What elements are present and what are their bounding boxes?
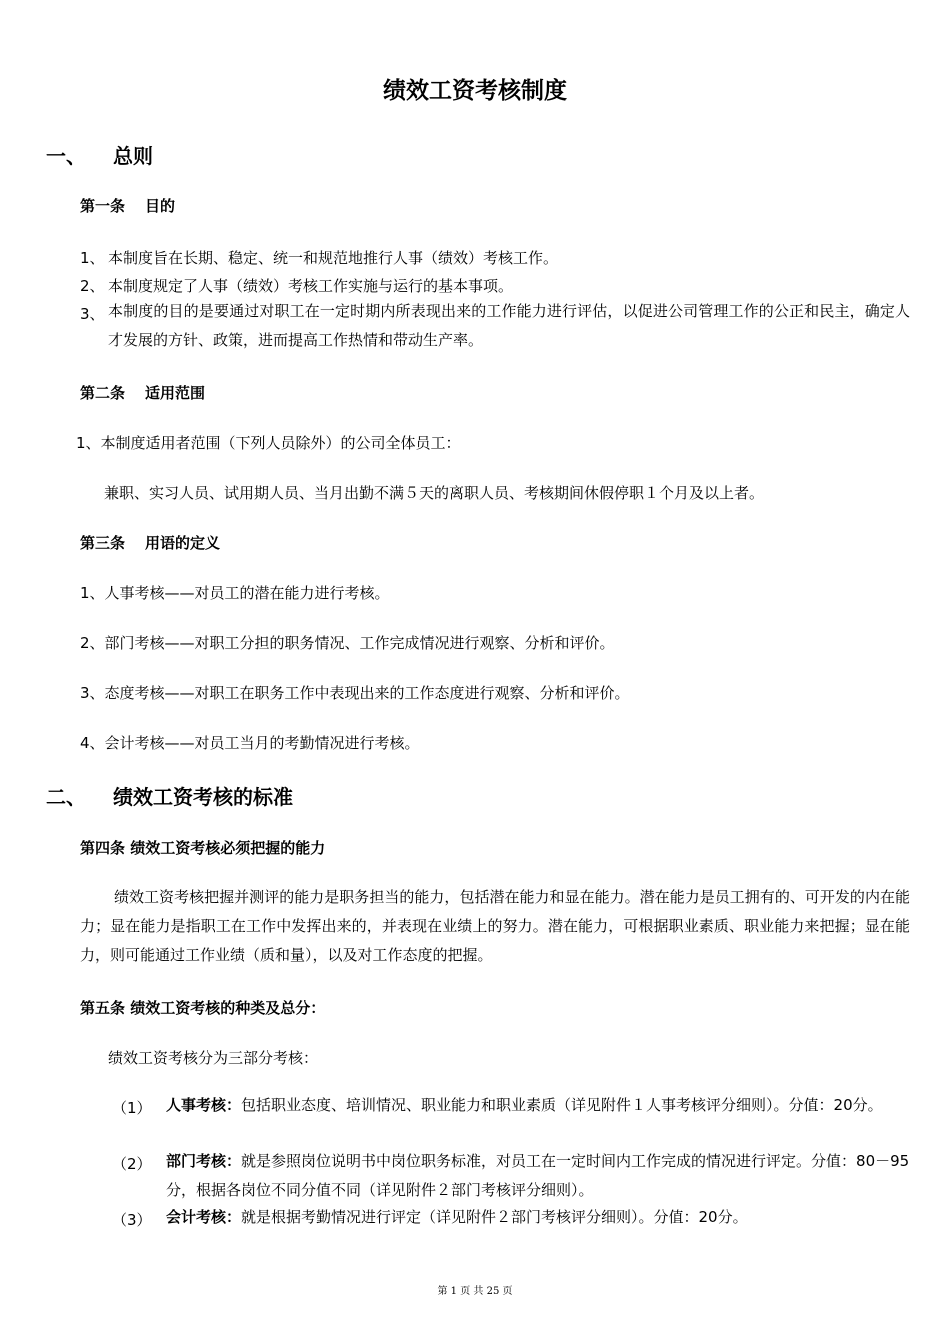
article-1-title: 目的 xyxy=(145,197,176,215)
article-3-label: 第三条 xyxy=(80,534,126,552)
article-4-heading: 第四条 绩效工资考核必须把握的能力 xyxy=(80,839,326,857)
article-3-title: 用语的定义 xyxy=(145,534,221,552)
article-5-intro: 绩效工资考核分为三部分考核： xyxy=(108,1049,319,1067)
section-1-title: 总则 xyxy=(113,144,153,168)
article-1-item-3-num: 3、 xyxy=(80,305,105,323)
article-1-item-3-text: 本制度的目的是要通过对职工在一定时期内所表现出来的工作能力进行评估，以促进公司管理工作的公正和民主，确定人才发展的方针、政策，进而提高工作热情和带动生产率。 xyxy=(108,302,910,349)
assessment-item-2-num: （2） xyxy=(112,1155,152,1173)
assessment-item-1-text: 包括职业态度、培训情况、职业能力和职业素质（详见附件１人事考核评分细则）。分值：20分。 xyxy=(241,1096,883,1114)
definition-item: 2、部门考核——对职工分担的职务情况、工作完成情况进行观察、分析和评价。 xyxy=(80,634,615,652)
article-2-heading xyxy=(80,382,205,403)
article-1-item-1-num: 1、 xyxy=(80,249,105,267)
article-4-paragraph: 绩效工资考核把握并测评的能力是职务担当的能力，包括潜在能力和显在能力。潜在能力是员工拥有的、可开发的内在能力；显在能力是指职工在工作中发挥出来的，并表现在业绩上的努力。潜在能力，可根据职业素质、职业能力来把握；显在能力，则可能通过工作业绩（质和量），以及对工作态度的把握。 xyxy=(80,888,910,964)
document-title: 绩效工资考核制度 xyxy=(383,78,567,104)
article-2-exclusions: 兼职、实习人员、试用期人员、当月出勤不满５天的离职人员、考核期间休假停职１个月及以上者。 xyxy=(104,484,765,502)
assessment-item-3-label: 会计考核： xyxy=(166,1208,242,1226)
definition-item: 3、态度考核——对职工在职务工作中表现出来的工作态度进行观察、分析和评价。 xyxy=(80,684,630,702)
article-1-label: 第一条 xyxy=(80,197,126,215)
assessment-item-2-label: 部门考核： xyxy=(166,1152,242,1170)
article-1-item-2-num: 2、 xyxy=(80,277,105,295)
article-2-label: 第二条 xyxy=(80,384,126,402)
section-2-number: 二、 xyxy=(46,785,86,809)
article-2-item: 1、本制度适用者范围（下列人员除外）的公司全体员工： xyxy=(76,434,461,452)
article-3-heading xyxy=(80,532,220,553)
assessment-item-2 xyxy=(166,1147,914,1205)
section-1-number: 一、 xyxy=(46,144,86,168)
assessment-item-1-num: （1） xyxy=(112,1099,152,1117)
page-footer: 第 1 页 共 25 页 xyxy=(437,1286,513,1297)
section-2-title: 绩效工资考核的标准 xyxy=(113,785,293,809)
assessment-item-3-text: 就是根据考勤情况进行评定（详见附件２部门考核评分细则）。分值：20分。 xyxy=(241,1208,748,1226)
article-2-title: 适用范围 xyxy=(145,384,206,402)
assessment-item-3-num: （3） xyxy=(112,1211,152,1229)
assessment-item-1-label: 人事考核： xyxy=(166,1096,242,1114)
assessment-item-3 xyxy=(166,1203,910,1232)
definition-item: 1、人事考核——对员工的潜在能力进行考核。 xyxy=(80,584,390,602)
article-1-heading xyxy=(80,195,175,216)
article-1-item-1-text: 本制度旨在长期、稳定、统一和规范地推行人事（绩效）考核工作。 xyxy=(108,249,559,267)
article-1-item-2-text: 本制度规定了人事（绩效）考核工作实施与运行的基本事项。 xyxy=(108,277,514,295)
article-5-heading: 第五条 绩效工资考核的种类及总分： xyxy=(80,999,326,1017)
definition-item: 4、会计考核——对员工当月的考勤情况进行考核。 xyxy=(80,734,420,752)
assessment-item-2-text: 就是参照岗位说明书中岗位职务标准，对员工在一定时间内工作完成的情况进行评定。分值：80－95分，根据各岗位不同分值不同（详见附件２部门考核评分细则）。 xyxy=(166,1152,910,1199)
assessment-item-1 xyxy=(166,1091,910,1120)
